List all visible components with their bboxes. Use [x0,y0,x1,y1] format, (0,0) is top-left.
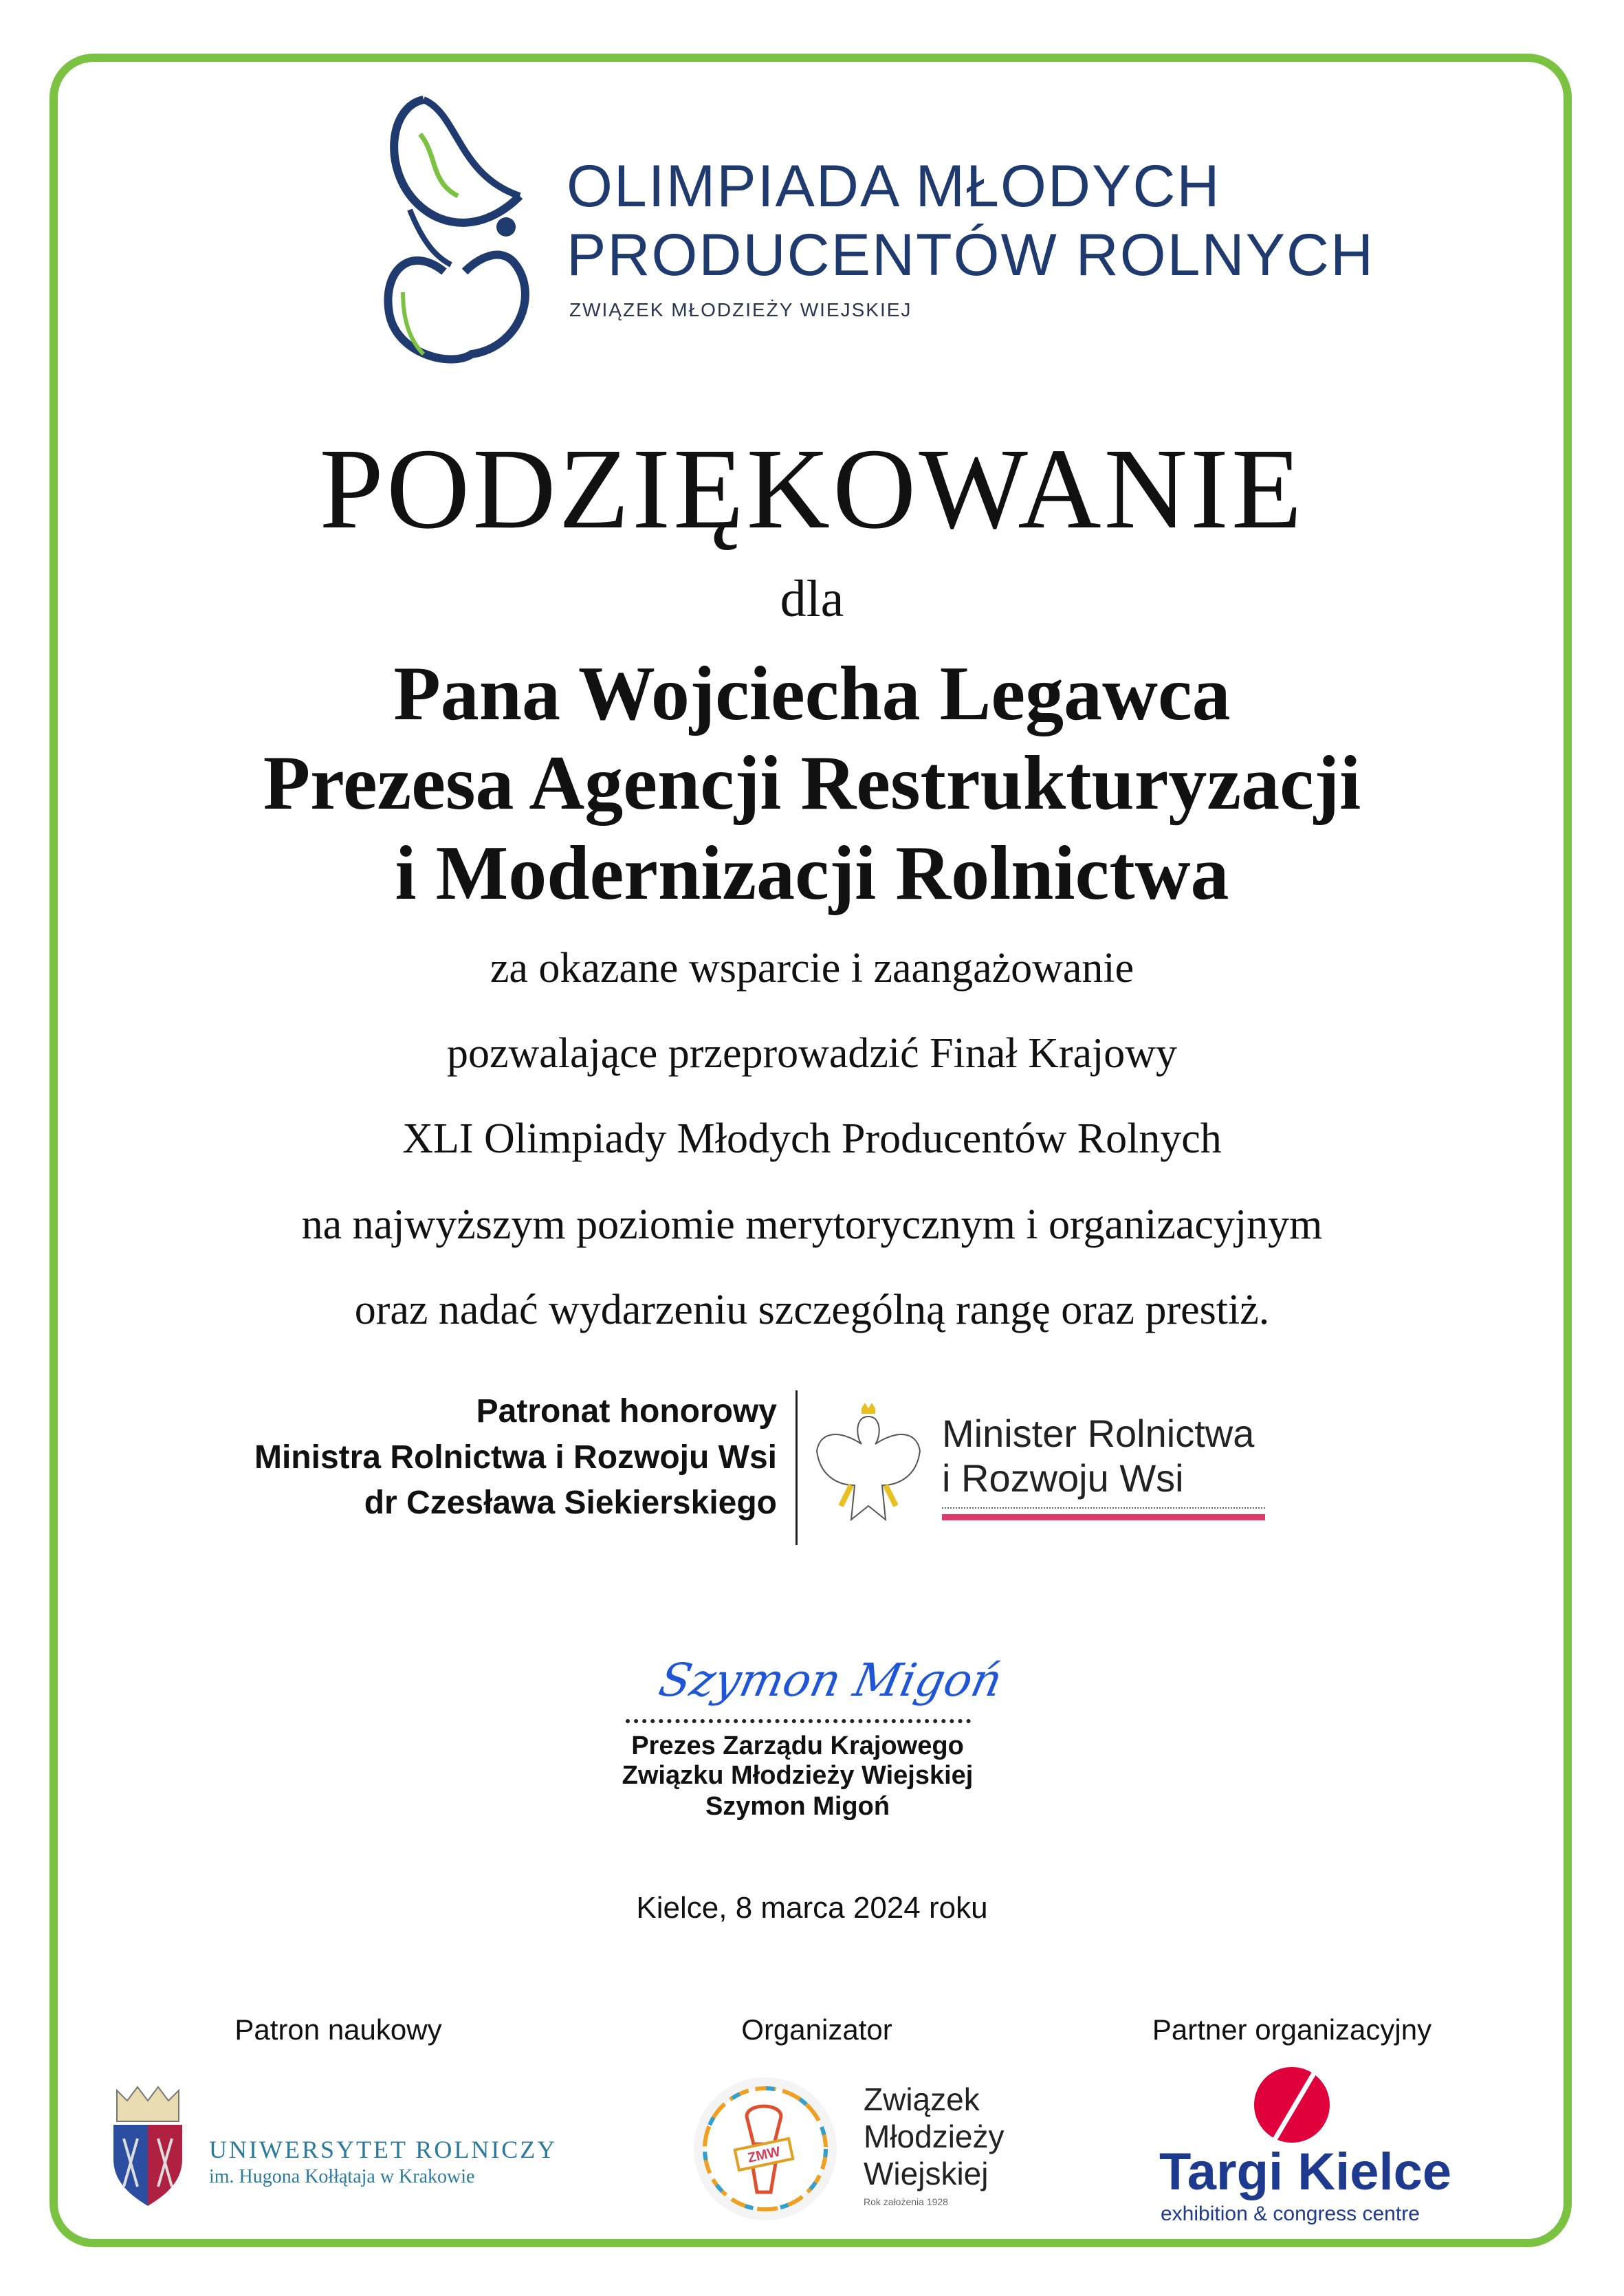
body-line: za okazane wsparcie i zaangażowanie [490,945,1134,992]
university-subtitle: im. Hugona Kołłątaja w Krakowie [209,2166,475,2187]
recipient-line: Pana Wojciecha Legawca [393,651,1231,736]
signer-name: Szymon Migoń [705,1792,890,1821]
ministry-logo-bar [942,1514,1265,1520]
targi-kielce-logo-icon [1251,2066,1333,2143]
body-line: pozwalające przeprowadzić Finał Krajowy [446,1030,1178,1077]
divider [795,1390,798,1545]
signer-org: Związku Młodzieży Wiejskiej [622,1761,974,1790]
date-place: Kielce, 8 marca 2024 roku [636,1891,988,1925]
polish-eagle-emblem-icon [813,1403,923,1527]
logo-title-line2: PRODUCENTÓW ROLNYCH [567,222,1375,288]
signer-title: Prezes Zarządu Krajowego [631,1731,964,1760]
handwritten-signature: Szymon Migoń [654,1654,1007,1707]
zmw-logo-icon [692,2075,839,2222]
patronage-line: Ministra Rolnictwa i Rozwoju Wsi [254,1439,777,1476]
body-line: na najwyższym poziomie merytorycznym i organizacyjnym [301,1201,1323,1248]
certificate-title: PODZIĘKOWANIE [319,425,1305,553]
partner-name: Targi Kielce [1159,2143,1452,2201]
signature-line [626,1719,971,1723]
body-line: XLI Olimpiady Młodych Producentów Rolnych [402,1115,1222,1162]
logo-subtitle: ZWIĄZEK MŁODZIEŻY WIEJSKIEJ [569,299,912,320]
organizer-name-line: Wiejskiej [864,2156,989,2191]
organizer-label: Organizator [741,2013,892,2046]
recipient-line: Prezesa Agencji Restrukturyzacji [263,741,1361,826]
partner-label: Partner organizacyjny [1152,2013,1432,2046]
recipient-line: i Modernizacji Rolnictwa [395,831,1229,916]
ministry-logo-rule [942,1507,1265,1509]
for-label: dla [780,570,844,628]
university-name: UNIWERSYTET ROLNICZY [209,2136,558,2163]
zmw-badge-text: ZMW [746,2144,782,2166]
partner-subtitle: exhibition & congress centre [1161,2202,1420,2225]
university-crest-icon [110,2084,186,2207]
olympiad-apple-logo-icon [382,93,540,368]
patronage-line: dr Czesława Siekierskiego [364,1485,777,1521]
ministry-logo-line: Minister Rolnictwa [942,1412,1255,1455]
organizer-name-line: Związek [864,2081,980,2117]
patron-label: Patron naukowy [234,2013,442,2046]
patronage-line: Patronat honorowy [476,1393,777,1430]
organizer-founded: Rok założenia 1928 [864,2196,948,2207]
logo-title-line1: OLIMPIADA MŁODYCH [567,153,1221,219]
ministry-logo-line: i Rozwoju Wsi [942,1456,1184,1500]
body-line: oraz nadać wydarzeniu szczególną rangę oraz prestiż. [354,1287,1270,1333]
organizer-name-line: Młodzieży [864,2119,1005,2154]
